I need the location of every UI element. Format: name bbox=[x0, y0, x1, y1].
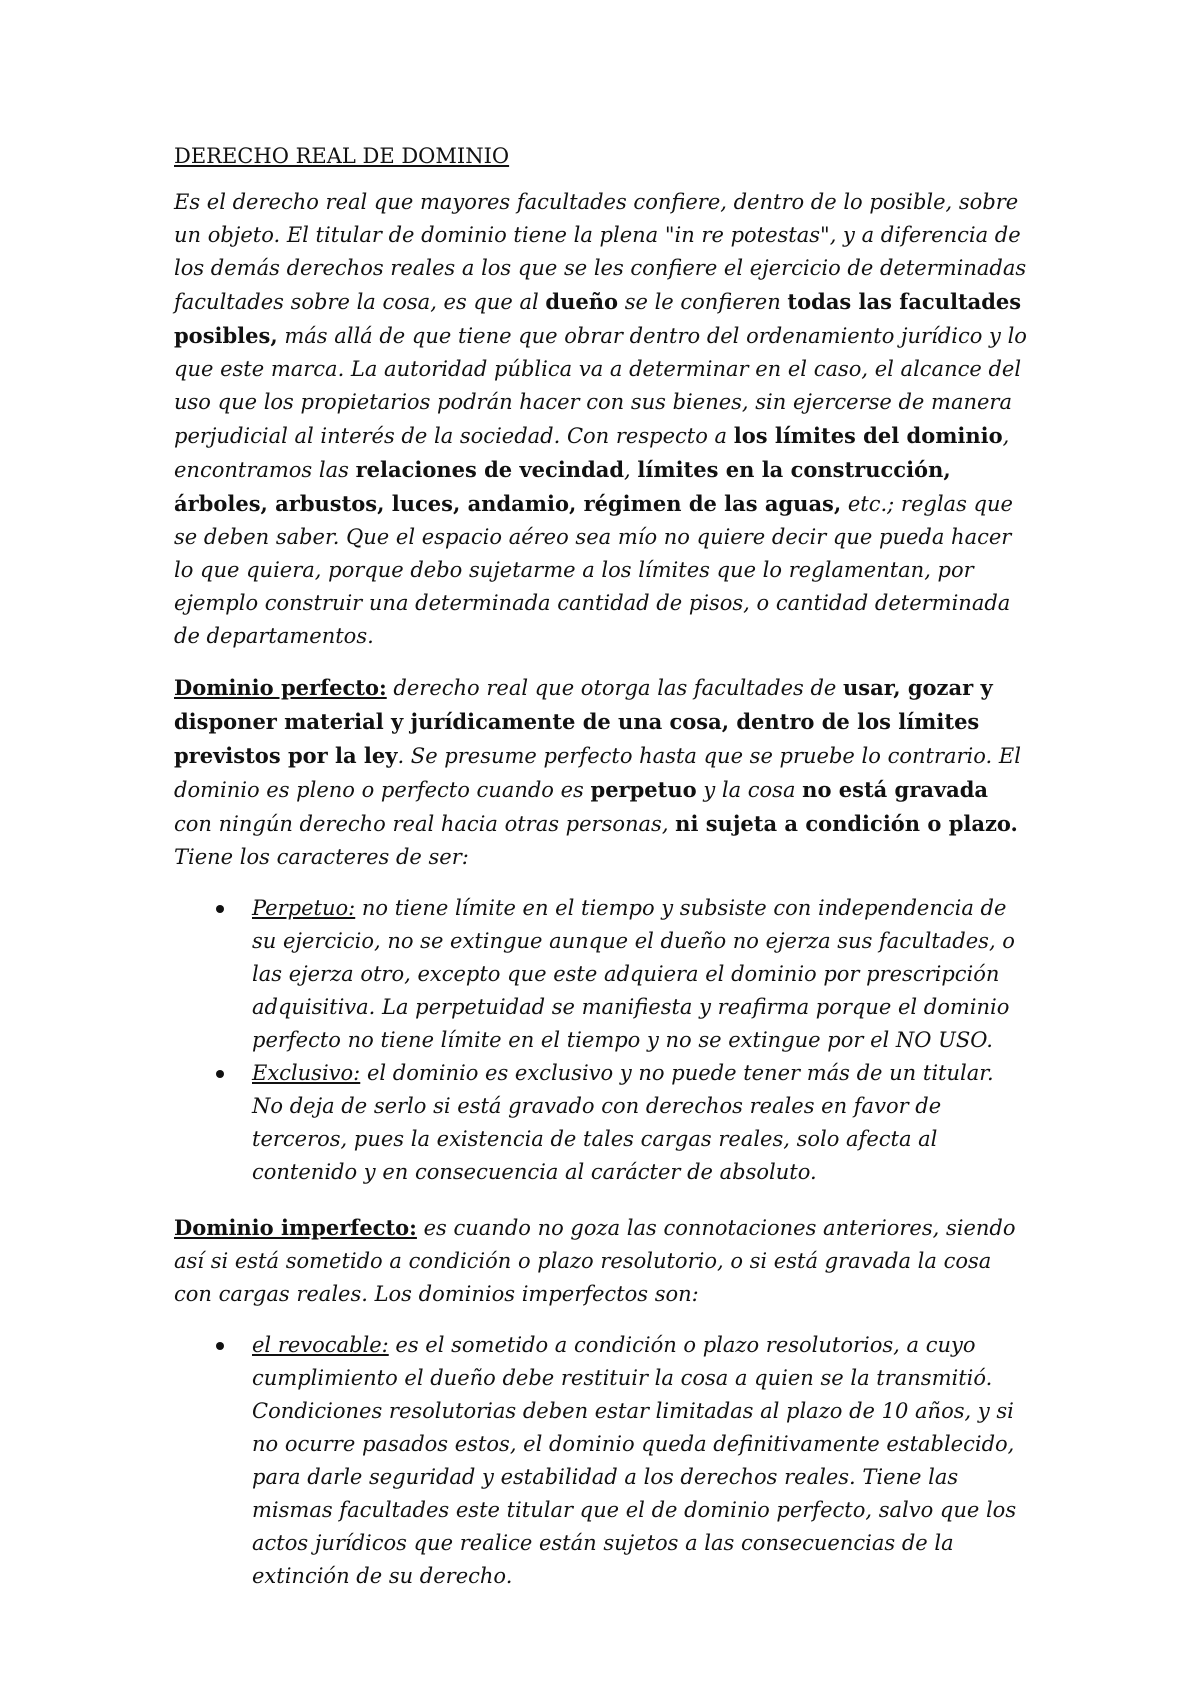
imperfecto-text: es cuando no goza las connotaciones anteriores, siendo así si está sometido a condición o plazo resolutorio, o si está gravada la cosa con cargas reales. Los dominios imperfectos son: bbox=[174, 1216, 1016, 1306]
intro-bold-construccion: límites en la construcción, árboles, arbustos, luces, andamio, régimen de las aguas, bbox=[174, 457, 951, 516]
perfecto-heading: Dominio perfecto: bbox=[174, 675, 387, 700]
intro-text-2: se le confieren bbox=[618, 290, 788, 314]
list-item-label: Perpetuo: bbox=[252, 896, 356, 920]
perfecto-text-3: y la cosa bbox=[696, 778, 803, 802]
perfecto-bold-condicion: ni sujeta a condición o plazo. bbox=[675, 811, 1018, 836]
perfecto-text-1: derecho real que otorga las facultades de bbox=[386, 676, 844, 700]
imperfecto-paragraph bbox=[174, 1211, 1030, 1311]
list-item-label: el revocable: bbox=[252, 1333, 389, 1357]
perfecto-text-4: con ningún derecho real hacia otras personas, bbox=[174, 812, 676, 836]
list-item bbox=[174, 1057, 1030, 1189]
perfecto-text-2: . Se presume perfecto hasta que se pruebe lo contrario. El dominio es pleno o perfecto cuando es bbox=[174, 744, 1021, 802]
list-item-label: Exclusivo: bbox=[252, 1061, 361, 1085]
perfecto-text-5: Tiene los caracteres de ser: bbox=[174, 845, 469, 869]
bullet-icon bbox=[216, 1070, 224, 1078]
intro-text-3: más allá de que tiene que obrar dentro del ordenamiento jurídico y lo que este marca. La autoridad pública va a determinar en el caso, el alcance del uso que los propietarios podrán hacer con sus bienes, sin ejercerse de manera perjudicial al interés de la sociedad. Con respecto a bbox=[174, 324, 1027, 448]
document-title: DERECHO REAL DE DOMINIO bbox=[174, 144, 510, 168]
list-item-text: el dominio es exclusivo y no puede tener más de un titular. No deja de serlo si está gravado con derechos reales en favor de terceros, pues la existencia de tales cargas reales, solo afecta al contenido y en consecuencia al carácter de absoluto. bbox=[252, 1061, 994, 1184]
perfecto-bold-perpetuo: perpetuo bbox=[590, 777, 697, 802]
list-item-text: es el sometido a condición o plazo resolutorios, a cuyo cumplimiento el dueño debe restituir la cosa a quien se la transmitió. Condiciones resolutorias deben estar limitadas al plazo de 10 años, y si no ocurre pasados estos, el dominio queda definitivamente establecido, para darle seguridad y estabilidad a los derechos reales. Tiene las mismas facultades este titular que el de dominio perfecto, salvo que los actos jurídicos que realice están sujetos a las consecuencias de la extinción de su derecho. bbox=[252, 1333, 1017, 1588]
intro-bold-facultades: todas las facultades posibles, bbox=[174, 289, 1022, 348]
perfecto-bold-gravada: no está gravada bbox=[802, 777, 989, 802]
intro-paragraph bbox=[174, 186, 1030, 653]
intro-text-5: , bbox=[624, 458, 638, 482]
intro-text-6: etc.; reglas que se deben saber. Que el espacio aéreo sea mío no quiere decir que pueda hacer lo que quiera, porque debo sujetarme a los límites que lo reglamentan, por ejemplo construir una determinada cantidad de pisos, o cantidad determinada de departamentos. bbox=[174, 492, 1013, 648]
document-page bbox=[174, 140, 1030, 1611]
intro-bold-limites: los límites del dominio bbox=[733, 423, 1003, 448]
list-item bbox=[174, 1329, 1030, 1593]
imperfecto-heading: Dominio imperfecto: bbox=[174, 1215, 417, 1240]
bullet-icon bbox=[216, 905, 224, 913]
imperfecto-types-list bbox=[174, 1329, 1030, 1593]
perfecto-paragraph bbox=[174, 671, 1030, 874]
intro-text-1: Es el derecho real que mayores facultades confiere, dentro de lo posible, sobre un objeto. El titular de dominio tiene la plena "in re potestas", y a diferencia de los demás derechos reales a los que se les confiere el ejercicio de determinadas facultades sobre la cosa, es que al bbox=[174, 190, 1027, 314]
perfecto-characteristics-list bbox=[174, 892, 1030, 1189]
intro-bold-dueno: dueño bbox=[545, 289, 619, 314]
intro-bold-vecindad: relaciones de vecindad bbox=[355, 457, 625, 482]
intro-text-4: , encontramos las bbox=[174, 424, 1010, 482]
perfecto-bold-facultades: usar, gozar y disponer material y jurídicamente de una cosa, dentro de los límites previstos por la ley bbox=[174, 675, 993, 768]
list-item bbox=[174, 892, 1030, 1057]
bullet-icon bbox=[216, 1342, 224, 1350]
list-item-text: no tiene límite en el tiempo y subsiste con independencia de su ejercicio, no se extingue aunque el dueño no ejerza sus facultades, o las ejerza otro, excepto que este adquiera el dominio por prescripción adquisitiva. La perpetuidad se manifiesta y reafirma porque el dominio perfecto no tiene límite en el tiempo y no se extingue por el NO USO. bbox=[252, 896, 1015, 1052]
